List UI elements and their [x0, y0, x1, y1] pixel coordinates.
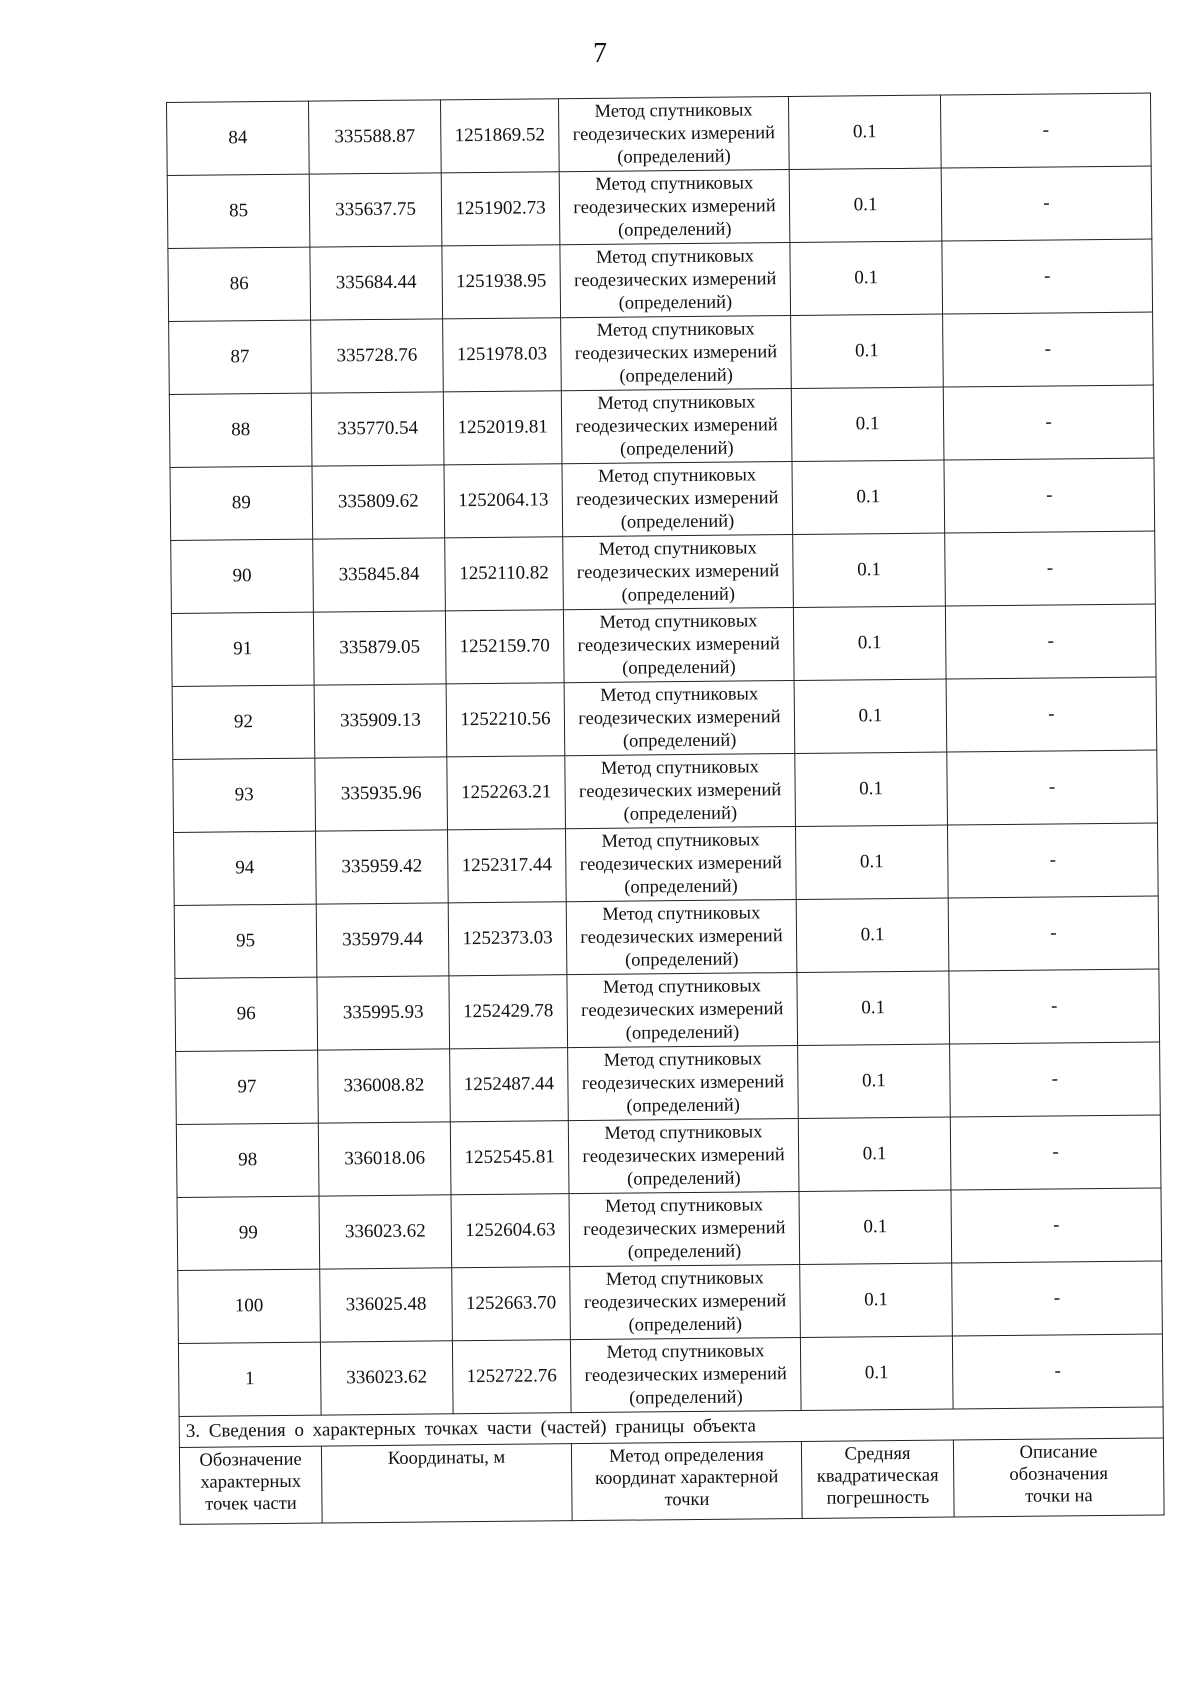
y-coordinate-cell: 1252604.63	[451, 1194, 570, 1268]
mean-square-error-cell: 0.1	[792, 460, 945, 534]
table-row	[176, 1115, 1161, 1197]
description-cell: -	[952, 1334, 1163, 1409]
y-coordinate-cell: 1252663.70	[452, 1267, 571, 1341]
description-cell: -	[941, 166, 1152, 241]
description-cell: -	[947, 823, 1158, 898]
method-line: Метод спутниковых	[598, 464, 757, 487]
y-coordinate-cell: 1252210.56	[446, 683, 565, 757]
method-line: геодезических измерений	[573, 195, 776, 218]
method-cell	[568, 1118, 799, 1193]
table-row	[174, 896, 1159, 978]
section3-title: 3. Сведения о характерных точках части (частей) границы объекта	[179, 1407, 1163, 1447]
method-line: геодезических измерений	[577, 633, 780, 656]
method-line: геодезических измерений	[573, 268, 777, 291]
method-cell	[563, 535, 794, 610]
method-line: геодезических измерений	[572, 122, 776, 145]
table-row	[167, 93, 1152, 175]
description-cell: -	[945, 604, 1156, 679]
table-row	[169, 312, 1154, 394]
x-coordinate-cell: 335935.96	[315, 757, 448, 831]
method-cell	[570, 1264, 801, 1339]
mean-square-error-cell: 0.1	[790, 241, 943, 315]
y-coordinate-cell: 1252545.81	[450, 1121, 569, 1195]
x-coordinate-cell: 336025.48	[320, 1268, 453, 1342]
table-row	[173, 750, 1158, 832]
y-coordinate-cell: 1251978.03	[443, 318, 562, 392]
method-cell	[559, 170, 790, 245]
table-row	[178, 1334, 1163, 1416]
x-coordinate-cell: 335879.05	[313, 611, 446, 685]
method-line: Метод спутниковых	[595, 172, 754, 195]
y-coordinate-cell: 1252373.03	[448, 902, 567, 976]
method-line: (определений)	[625, 1022, 740, 1044]
header-description: Описание обозначения точки на	[953, 1438, 1164, 1517]
mean-square-error-cell: 0.1	[791, 314, 944, 388]
document-sheet	[166, 93, 1164, 1525]
mean-square-error-cell: 0.1	[798, 1044, 951, 1118]
mean-square-error-cell: 0.1	[798, 1117, 951, 1191]
mean-square-error-cell: 0.1	[789, 168, 942, 242]
method-cell	[570, 1337, 801, 1412]
method-cell	[562, 462, 793, 537]
description-cell: -	[943, 312, 1154, 387]
table-row	[171, 604, 1156, 686]
description-cell: -	[952, 1261, 1163, 1336]
description-cell: -	[943, 385, 1154, 460]
method-line: Метод спутниковых	[596, 318, 755, 341]
method-cell	[565, 826, 796, 901]
point-number-cell: 87	[169, 320, 312, 394]
point-number-cell: 94	[174, 831, 317, 905]
x-coordinate-cell: 335995.93	[317, 976, 450, 1050]
method-line: Метод спутниковых	[605, 1267, 764, 1290]
page-number: 7	[593, 38, 607, 69]
coordinates-table-body	[167, 93, 1164, 1416]
method-line: геодезических измерений	[583, 1217, 786, 1240]
method-line: Метод спутниковых	[594, 99, 753, 122]
header-coordinates: Координаты, м	[321, 1444, 572, 1523]
method-line: (определений)	[628, 1314, 743, 1336]
x-coordinate-cell: 335809.62	[312, 465, 445, 539]
mean-square-error-cell: 0.1	[800, 1336, 953, 1410]
method-line: геодезических измерений	[579, 852, 783, 875]
method-line: геодезических измерений	[580, 998, 784, 1021]
table-row	[175, 969, 1160, 1051]
method-line: геодезических измерений	[576, 560, 780, 583]
description-cell: -	[942, 239, 1153, 314]
method-line: (определений)	[619, 365, 733, 387]
method-line: геодезических измерений	[584, 1363, 787, 1386]
coordinates-table	[166, 93, 1165, 1525]
method-cell	[567, 972, 798, 1047]
x-coordinate-cell: 336023.62	[320, 1341, 453, 1415]
y-coordinate-cell: 1252159.70	[445, 610, 564, 684]
mean-square-error-cell: 0.1	[793, 533, 946, 607]
section3-table	[179, 1407, 1164, 1524]
table-row	[171, 531, 1156, 613]
description-cell: -	[950, 1042, 1161, 1117]
method-line: Метод спутниковых	[601, 829, 760, 852]
method-line: Метод спутниковых	[598, 537, 757, 560]
method-line: Метод спутниковых	[602, 902, 761, 925]
description-cell: -	[947, 750, 1158, 825]
point-number-cell: 100	[178, 1269, 321, 1343]
x-coordinate-cell: 336018.06	[318, 1122, 451, 1196]
description-cell: -	[946, 677, 1157, 752]
mean-square-error-cell: 0.1	[797, 971, 950, 1045]
mean-square-error-cell: 0.1	[791, 387, 944, 461]
method-cell	[560, 243, 791, 318]
method-line: геодезических измерений	[578, 706, 781, 729]
table-row	[167, 166, 1152, 248]
y-coordinate-cell: 1251869.52	[440, 99, 559, 173]
point-number-cell: 91	[171, 612, 314, 686]
method-line: (определений)	[623, 803, 738, 825]
method-line: (определений)	[621, 584, 736, 606]
method-cell	[565, 753, 796, 828]
method-cell	[558, 97, 789, 172]
x-coordinate-cell: 335637.75	[309, 173, 442, 247]
method-cell	[568, 1045, 799, 1120]
point-number-cell: 1	[178, 1342, 321, 1416]
method-line: геодезических измерений	[581, 1071, 785, 1094]
method-line: (определений)	[627, 1241, 742, 1263]
x-coordinate-cell: 335909.13	[314, 684, 447, 758]
x-coordinate-cell: 335588.87	[308, 100, 441, 174]
header-point-designation: Обозначение характерных точек части	[179, 1446, 322, 1524]
point-number-cell: 84	[167, 101, 310, 175]
method-line: Метод спутниковых	[606, 1340, 765, 1363]
method-cell	[561, 316, 792, 391]
y-coordinate-cell: 1252019.81	[443, 391, 562, 465]
y-coordinate-cell: 1252110.82	[445, 537, 564, 611]
description-cell: -	[945, 531, 1156, 606]
y-coordinate-cell: 1252429.78	[449, 975, 568, 1049]
header-mean-square-error: Средняя квадратическая погрешность	[801, 1440, 954, 1518]
x-coordinate-cell: 336008.82	[318, 1049, 451, 1123]
method-line: (определений)	[626, 1095, 740, 1117]
method-line: (определений)	[620, 511, 735, 533]
method-line: Метод спутниковых	[602, 975, 762, 998]
description-cell: -	[951, 1188, 1162, 1263]
point-number-cell: 93	[173, 758, 316, 832]
method-line: (определений)	[624, 949, 739, 971]
table-row	[176, 1042, 1161, 1124]
table-row	[178, 1261, 1163, 1343]
method-line: (определений)	[622, 657, 736, 679]
point-number-cell: 88	[169, 393, 312, 467]
header-method: Метод определения координат характерной точки	[571, 1441, 802, 1520]
method-line: (определений)	[624, 876, 738, 898]
point-number-cell: 86	[168, 247, 311, 321]
y-coordinate-cell: 1251938.95	[442, 245, 561, 319]
method-cell	[566, 899, 797, 974]
mean-square-error-cell: 0.1	[799, 1190, 952, 1264]
method-line: Метод спутниковых	[600, 683, 759, 706]
method-line: (определений)	[618, 292, 733, 314]
method-line: Метод спутниковых	[600, 756, 759, 779]
table-row	[168, 239, 1153, 321]
y-coordinate-cell: 1252064.13	[444, 464, 563, 538]
method-line: Метод спутниковых	[604, 1121, 763, 1144]
method-cell	[561, 389, 792, 464]
method-line: (определений)	[617, 146, 731, 168]
table-row	[170, 458, 1155, 540]
point-number-cell: 96	[175, 977, 318, 1051]
method-line: Метод спутниковых	[603, 1048, 762, 1071]
table-row	[169, 385, 1154, 467]
mean-square-error-cell: 0.1	[795, 752, 948, 826]
mean-square-error-cell: 0.1	[788, 95, 941, 169]
y-coordinate-cell: 1252722.76	[452, 1340, 571, 1414]
method-line: геодезических измерений	[583, 1290, 787, 1313]
method-line: геодезических измерений	[575, 414, 778, 437]
y-coordinate-cell: 1251902.73	[441, 172, 560, 246]
point-number-cell: 97	[176, 1050, 319, 1124]
method-line: (определений)	[629, 1387, 743, 1409]
point-number-cell: 95	[174, 904, 317, 978]
method-line: (определений)	[617, 219, 732, 241]
description-cell: -	[940, 93, 1151, 168]
mean-square-error-cell: 0.1	[793, 606, 946, 680]
method-line: Метод спутниковых	[597, 391, 756, 414]
method-cell	[563, 608, 794, 683]
method-line: геодезических измерений	[578, 779, 782, 802]
x-coordinate-cell: 335959.42	[316, 830, 449, 904]
description-cell: -	[950, 1115, 1161, 1190]
method-line: (определений)	[620, 438, 734, 460]
y-coordinate-cell: 1252317.44	[447, 829, 566, 903]
method-line: (определений)	[627, 1168, 741, 1190]
method-line: геодезических измерений	[576, 487, 779, 510]
mean-square-error-cell: 0.1	[795, 825, 948, 899]
method-line: геодезических измерений	[580, 925, 783, 948]
method-cell	[569, 1191, 800, 1266]
method-line: Метод спутниковых	[599, 610, 758, 633]
method-cell	[564, 680, 795, 755]
method-line: (определений)	[622, 730, 737, 752]
x-coordinate-cell: 336023.62	[319, 1195, 452, 1269]
description-cell: -	[944, 458, 1155, 533]
table-row	[177, 1188, 1162, 1270]
method-line: Метод спутниковых	[595, 245, 755, 268]
method-line: геодезических измерений	[574, 341, 778, 364]
table-row	[172, 677, 1157, 759]
point-number-cell: 92	[172, 685, 315, 759]
point-number-cell: 89	[170, 466, 313, 540]
y-coordinate-cell: 1252263.21	[447, 756, 566, 830]
description-cell: -	[949, 969, 1160, 1044]
point-number-cell: 85	[167, 174, 310, 248]
table-row	[174, 823, 1159, 905]
method-line: Метод спутниковых	[605, 1194, 764, 1217]
point-number-cell: 99	[177, 1196, 320, 1270]
description-cell: -	[948, 896, 1159, 971]
point-number-cell: 98	[176, 1123, 319, 1197]
y-coordinate-cell: 1252487.44	[450, 1048, 569, 1122]
x-coordinate-cell: 335684.44	[310, 246, 443, 320]
x-coordinate-cell: 335979.44	[316, 903, 449, 977]
point-number-cell: 90	[171, 539, 314, 613]
mean-square-error-cell: 0.1	[796, 898, 949, 972]
mean-square-error-cell: 0.1	[800, 1263, 953, 1337]
method-line: геодезических измерений	[582, 1144, 785, 1167]
x-coordinate-cell: 335728.76	[311, 319, 444, 393]
mean-square-error-cell: 0.1	[794, 679, 947, 753]
x-coordinate-cell: 335845.84	[313, 538, 446, 612]
x-coordinate-cell: 335770.54	[311, 392, 444, 466]
section3-header-row	[179, 1438, 1164, 1524]
